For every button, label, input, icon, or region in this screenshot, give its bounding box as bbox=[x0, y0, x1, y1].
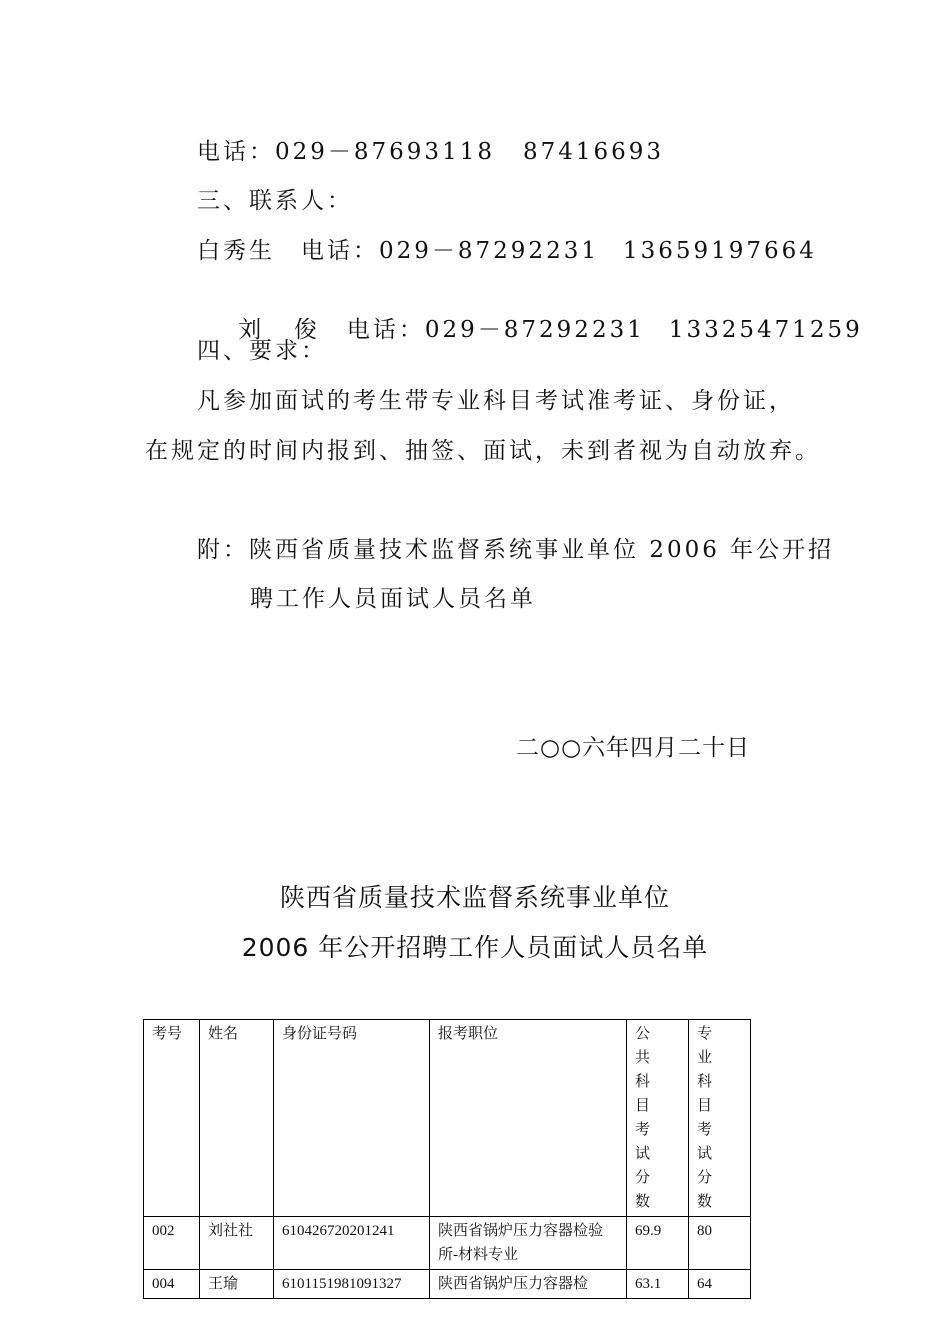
header-id-number: 身份证号码 bbox=[274, 1020, 430, 1217]
cell-name: 王瑜 bbox=[200, 1270, 274, 1299]
notice-date: 二○○六年四月二十日 bbox=[516, 735, 751, 761]
cell-position: 陕西省锅炉压力容器检验所-材料专业 bbox=[430, 1217, 627, 1270]
list-title-line-1: 陕西省质量技术监督系统事业单位 bbox=[279, 883, 670, 912]
contact-phone: 029－87292231 bbox=[424, 317, 645, 343]
phone-number-1: 029－87693118 bbox=[275, 139, 495, 165]
cell-public-score: 69.9 bbox=[627, 1217, 689, 1270]
list-title-line-2: 2006 年公开招聘工作人员面试人员名单 bbox=[241, 933, 709, 962]
cell-name: 刘社社 bbox=[200, 1217, 274, 1270]
phone-label: 电话： bbox=[197, 139, 275, 165]
table-row bbox=[144, 1217, 751, 1270]
cell-position: 陕西省锅炉压力容器检 bbox=[430, 1270, 627, 1299]
contact-phone-label: 电话： bbox=[346, 317, 425, 343]
phone-line bbox=[197, 137, 664, 167]
contact-name: 白秀生 bbox=[197, 238, 275, 264]
attachment-line-2: 聘工作人员面试人员名单 bbox=[250, 586, 536, 612]
cell-professional-score: 80 bbox=[689, 1217, 751, 1270]
attachment-line-1: 附：陕西省质量技术监督系统事业单位 2006 年公开招 bbox=[197, 537, 835, 563]
contact-mobile: 13325471259 bbox=[668, 317, 863, 343]
cell-exam-number: 004 bbox=[144, 1270, 200, 1299]
table-header-row bbox=[144, 1020, 751, 1217]
requirement-line-2: 在规定的时间内报到、抽签、面试，未到者视为自动放弃。 bbox=[145, 438, 821, 464]
section-three-heading: 三、联系人： bbox=[197, 188, 353, 214]
header-position: 报考职位 bbox=[430, 1020, 627, 1217]
contact-mobile: 13659197664 bbox=[622, 238, 817, 264]
contact-name: 刘 俊 bbox=[238, 317, 323, 343]
requirement-line-1: 凡参加面试的考生带专业科目考试准考证、身份证， bbox=[197, 388, 795, 414]
contact-phone: 029－87292231 bbox=[379, 238, 599, 264]
header-exam-number: 考号 bbox=[144, 1020, 200, 1217]
header-public-score: 公共科目考试分数 bbox=[627, 1020, 689, 1217]
header-name: 姓名 bbox=[200, 1020, 274, 1217]
contact-phone-label: 电话： bbox=[301, 238, 379, 264]
table-row bbox=[144, 1270, 751, 1299]
section-four-heading: 四、要求： bbox=[197, 338, 327, 364]
cell-professional-score: 64 bbox=[689, 1270, 751, 1299]
phone-number-2: 87416693 bbox=[522, 139, 665, 165]
cell-id-number: 610426720201241 bbox=[274, 1217, 430, 1270]
header-professional-score: 专业科目考试分数 bbox=[689, 1020, 751, 1217]
cell-id-number: 6101151981091327 bbox=[274, 1270, 430, 1299]
cell-exam-number: 002 bbox=[144, 1217, 200, 1270]
interview-list-table bbox=[143, 1019, 751, 1299]
cell-public-score: 63.1 bbox=[627, 1270, 689, 1299]
contact-line-1 bbox=[197, 236, 817, 266]
